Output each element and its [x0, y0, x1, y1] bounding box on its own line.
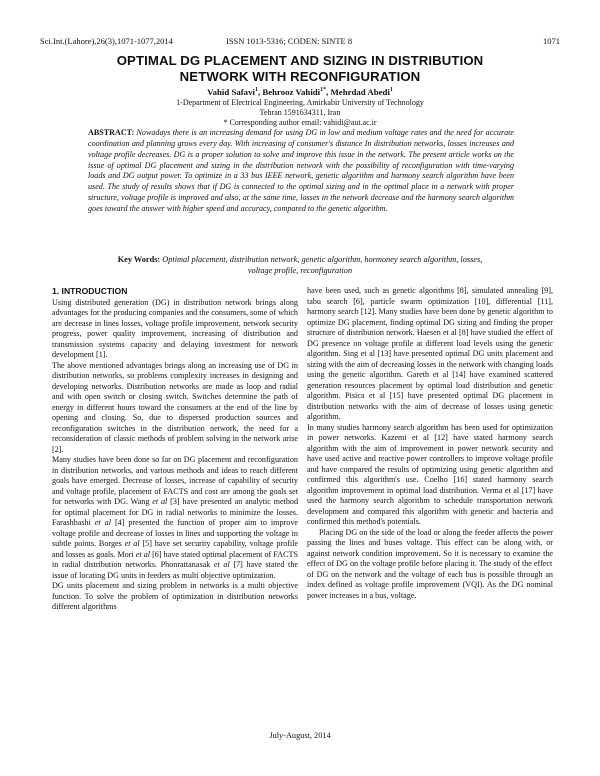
body-column-right — [307, 286, 553, 601]
author-1-affiliation-mark: 1 — [254, 87, 258, 94]
keywords-text: Optimal placement, distribution network, genetic algorithm, hormoney search algorithm, losses, voltage profile, reconfiguration — [160, 255, 483, 275]
body-paragraph: The above mentioned advantages brings along an increasing use of DG in distribution networks, so problems complexity increases in designing and developing networks. Distribution networks are made as loop and radial and with open switch or closing switch. Switches determine the path of energy in different hours toward the consumers at the end of the line by opening and closing. So, due to dispersed production sources and reconfiguration switches in the distribution network, the need for a reconsideration of classic methods of problem solving in the network arise [2]. — [52, 360, 298, 454]
title-line-2: NETWORK WITH RECONFIGURATION — [179, 69, 421, 84]
issn-coden: ISSN 1013-5316; CODEN: SINTE 8 — [226, 36, 353, 46]
running-header — [40, 36, 560, 48]
keywords — [110, 254, 490, 276]
author-list — [40, 87, 560, 97]
abstract-text: Nowadays there is an increasing demand for using DG in low and medium voltage rates and the need for accurate coordination and planning grows every day. With increasing of consumer's distance In distribution networks, losses increases and voltage profile decreases. DG is a proper solution to solve and improve this issue in the network. The present article works on the issue of optimal DG placement and sizing in the distribution network with the possibility of reconfiguration with time-varying loads and DG output power. To optimize in a 33 bus IEEE network, genetic algorithm and harmony search algorithm have been used. The study of results shows that if DG is connected to the optimal sizing and in the optimal place in a network with proper structure, voltage profile is improved and also, at the same time, losses in the network decrease and the harmony search algorithm goes toward the answer with higher speed and accuracy, compared to the genetic algorithm. — [88, 128, 514, 213]
text-run: [6] have stated optimal placement of FACTS in radial distribution networks. Phonrattanasak — [52, 549, 298, 569]
body-paragraph: of DG on the network and the voltage of each bus is possible through an index defined as voltage profile improvement (VQI). As the DG nominal power increases in a bus, voltage. — [307, 569, 553, 600]
et-al: et al — [124, 539, 140, 548]
paper-title — [60, 53, 540, 85]
text-run: [7] have stated the issue of locating DG units in feeders as multi objective optimization. — [52, 560, 298, 580]
body-paragraph: Using distributed generation (DG) in distribution network brings along advantages for the producing companies and the consumers, some of which are decrease in lines losses, voltage profile improvement, network security progress, power quality improvement, increasing of distribution and transmission systems capacity and delaying investment for network development [1]. — [52, 297, 298, 359]
author-2-affiliation-mark: 1* — [320, 87, 327, 94]
body-paragraph — [52, 455, 298, 581]
abstract — [88, 128, 514, 215]
et-al: et al — [152, 497, 168, 506]
body-paragraph: Placing DG on the side of the load or along the feeder affects the power passing the lines and buses voltage. This effect can be along with, or against network condition improvement. So it is necessary to examine the effect of DG on the voltage profile before placing it. The study of the effect — [307, 527, 553, 568]
et-al: et al — [135, 549, 151, 559]
text-run: [5] have set security capability, voltage profile and losses as goals. Mori — [52, 539, 298, 559]
et-al: et al — [213, 560, 230, 569]
author-1: Vahid Safavi — [207, 87, 255, 97]
page-number: 1071 — [543, 36, 560, 46]
text-run: [3] have presented an analytic method for optimal placement for DG in radial networks to minimize the losses. Farashbashi — [52, 497, 299, 527]
author-3-affiliation-mark: 1 — [389, 87, 393, 94]
affiliation-address: Tehran 1591634311, Iran — [259, 108, 341, 117]
body-paragraph: In many studies harmony search algorithm has been used for optimization in power networks. Kazemi et al [12] have stated harmony search algorithm with the aim of improvement in power network security and have used active and reactive power controllers to improve voltage profile and have compared the results of optimizing using genetic algorithm and confirmed this algorithm's use. Coelho [16] stated harmony search algorithm improvement in optimal load distribution. Verma et al [17] have used the harmony search algorithm to schedule transportation network development and compared this algorithm with genetic and bacteria and confirmed this method's potentials. — [307, 422, 553, 526]
keywords-label: Key Words: — [117, 255, 161, 264]
text-run: Many studies have been done so far on DG placement and reconfiguration in distribution networks, and various methods and ideas to reach different goals have emerged. Decrease of losses, increase of capability of security and voltage profile, placement of FACTS and cost are among the goals set for networks with DG. Wang — [52, 455, 298, 506]
page-footer-date: July-August, 2014 — [269, 731, 331, 740]
affiliation-department: 1-Department of Electrical Engineering, Amirkabir University of Technology — [176, 98, 424, 107]
corresponding-author-email: * Corresponding author email: vahidi@aut.ac.ir — [223, 118, 377, 127]
body-paragraph: have been used, such as genetic algorithms [8], simulated annealing [9], tabu search [6], particle swarm optimization [10], differential [11], harmony search [12]. Many studies have been done by genetic algorithm to optimize DG placement, finding optimal DG sizing and finding the proper structure of distribution network. Haesen et al [8] have studied the effect of DG presence on voltage profile at different load levels using the genetic algorithm. Sing et al [13] have presented optimal DG units placement and sizing with the aim of decreasing losses in the network with changing loads using the genetic algorithm. Gareth et al [14] have examined scattered generation resources placement by optimal load distribution and genetic algorithm. Pisica et al [15] have presented optimal DG placement in distribution networks with the aim of decrease of losses using genetic algorithm. — [307, 286, 553, 421]
title-line-1: OPTIMAL DG PLACEMENT AND SIZING IN DISTRIBUTION — [116, 53, 484, 68]
abstract-label: ABSTRACT: — [88, 128, 135, 137]
section-heading-introduction: 1. INTRODUCTION — [52, 286, 128, 296]
author-3: , Mehrdad Abedi — [326, 87, 390, 97]
body-column-left — [52, 286, 298, 613]
text-run: [4] presented the function of proper aim to improve voltage profile and decrease of losses in lines and supporting the voltage in subtle points. Borges — [52, 518, 298, 548]
et-al: et al — [94, 518, 111, 527]
body-paragraph: DG units placement and sizing problem in networks is a multi objective function. To solve the problem of optimization in distribution networks different algorithms — [52, 581, 298, 611]
author-2: , Behrooz Vahidi — [257, 87, 321, 97]
journal-citation: Sci.Int.(Lahore),26(3),1071-1077,2014 — [40, 36, 173, 46]
